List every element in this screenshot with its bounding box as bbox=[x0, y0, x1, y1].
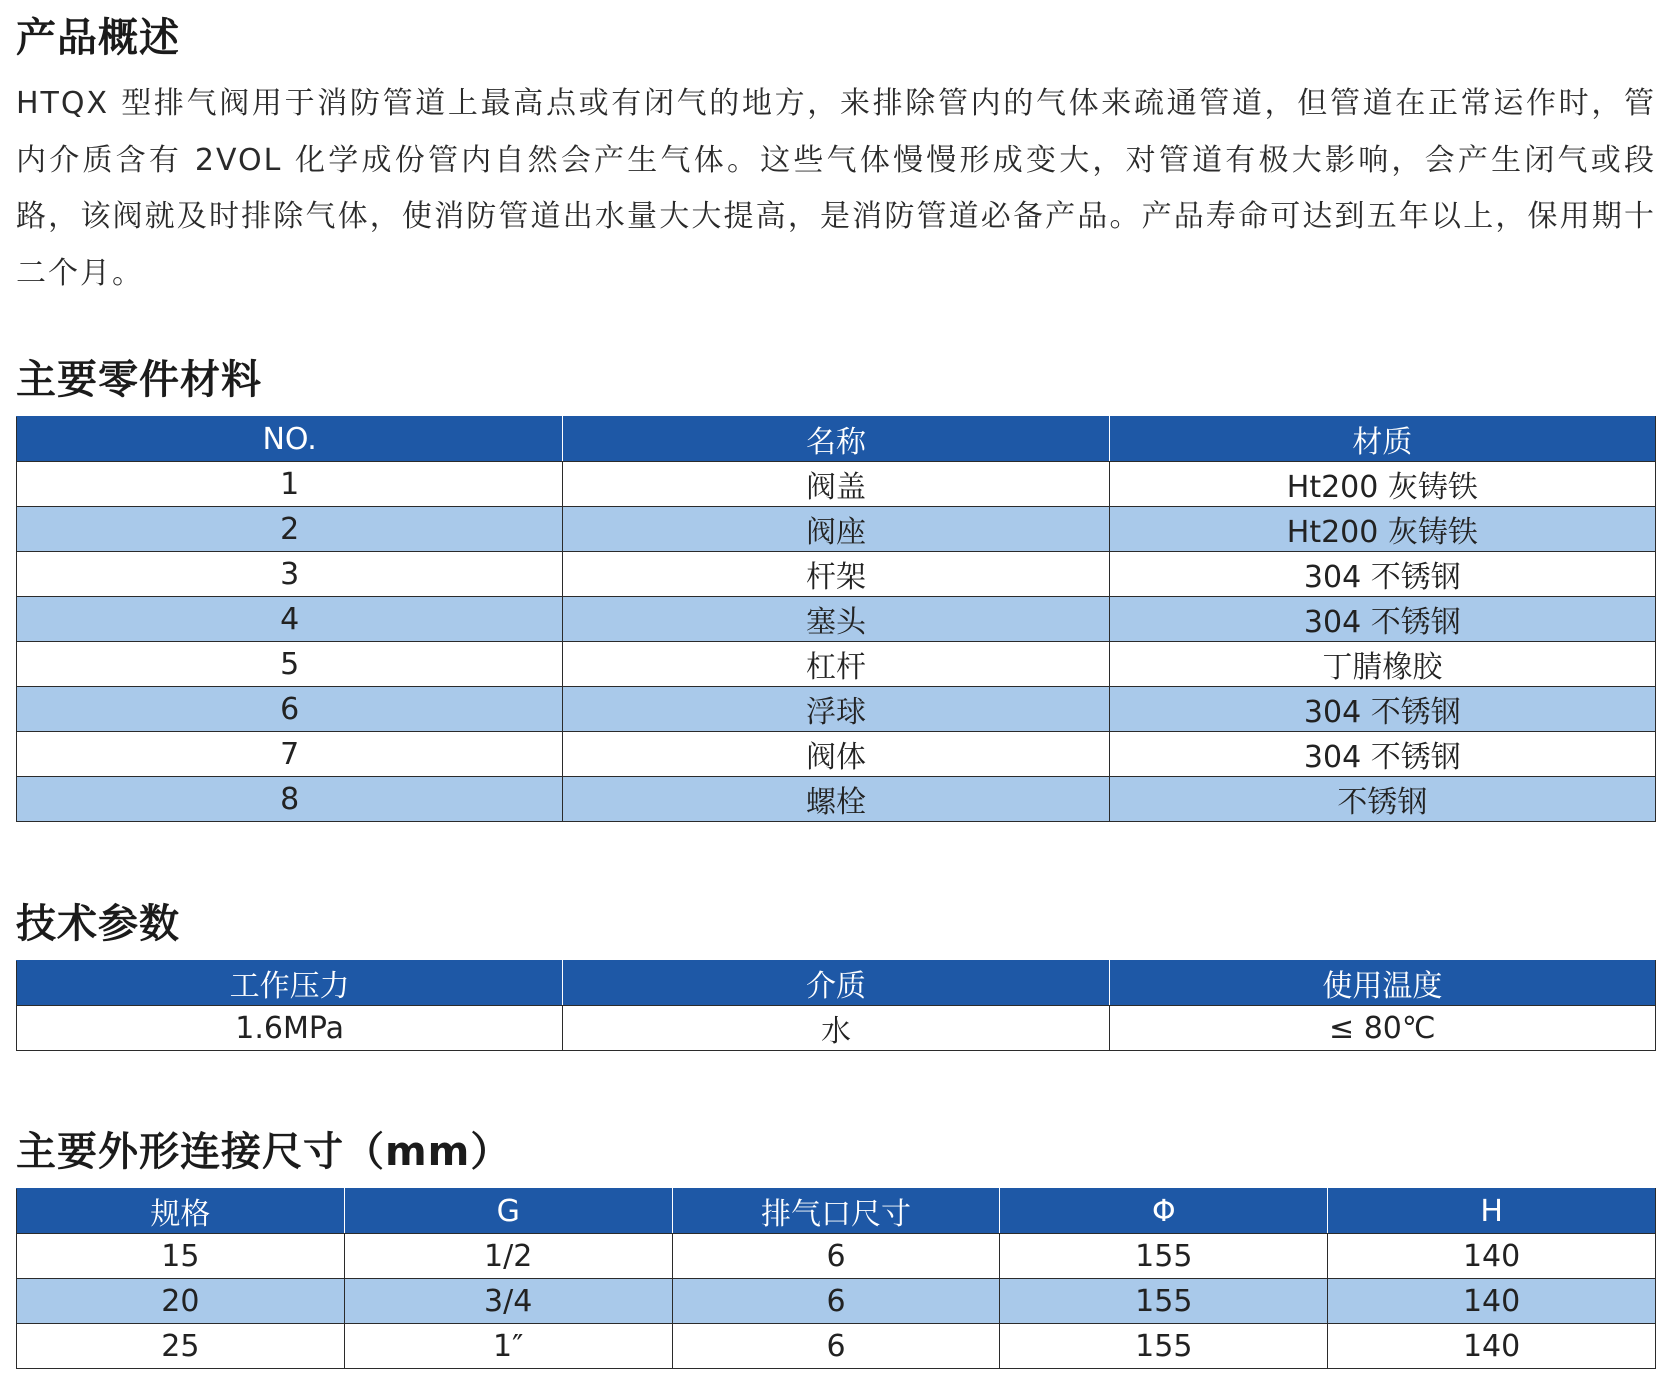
cell-size: 20 bbox=[17, 1279, 345, 1324]
cell-phi: 155 bbox=[1000, 1234, 1328, 1279]
cell-no: 5 bbox=[17, 642, 563, 687]
cell-g: 1/2 bbox=[344, 1234, 672, 1279]
dimensions-table bbox=[16, 1188, 1656, 1369]
table-header-row bbox=[17, 417, 1656, 462]
cell-h: 140 bbox=[1328, 1324, 1656, 1369]
header-cell-pressure: 工作压力 bbox=[17, 961, 563, 1006]
header-cell-size: 规格 bbox=[17, 1189, 345, 1234]
cell-material: Ht200 灰铸铁 bbox=[1109, 462, 1655, 507]
table-row bbox=[17, 1006, 1656, 1051]
cell-no: 1 bbox=[17, 462, 563, 507]
materials-table bbox=[16, 416, 1656, 822]
cell-name: 塞头 bbox=[563, 597, 1109, 642]
cell-name: 阀盖 bbox=[563, 462, 1109, 507]
cell-phi: 155 bbox=[1000, 1324, 1328, 1369]
table-header-row bbox=[17, 1189, 1656, 1234]
tech-params-table bbox=[16, 960, 1656, 1051]
table-row bbox=[17, 462, 1656, 507]
table-row bbox=[17, 1324, 1656, 1369]
cell-material: 丁腈橡胶 bbox=[1109, 642, 1655, 687]
header-cell-outlet: 排气口尺寸 bbox=[672, 1189, 1000, 1234]
header-cell-g: G bbox=[344, 1189, 672, 1234]
cell-material: Ht200 灰铸铁 bbox=[1109, 507, 1655, 552]
table-row bbox=[17, 732, 1656, 777]
cell-g: 1″ bbox=[344, 1324, 672, 1369]
table-row bbox=[17, 507, 1656, 552]
cell-pressure: 1.6MPa bbox=[17, 1006, 563, 1051]
cell-no: 3 bbox=[17, 552, 563, 597]
cell-name: 阀座 bbox=[563, 507, 1109, 552]
section-title-dimensions: 主要外形连接尺寸（mm） bbox=[16, 1129, 512, 1175]
cell-no: 6 bbox=[17, 687, 563, 732]
cell-material: 304 不锈钢 bbox=[1109, 687, 1655, 732]
header-cell-temperature: 使用温度 bbox=[1109, 961, 1655, 1006]
table-row bbox=[17, 1279, 1656, 1324]
cell-temperature: ≤ 80℃ bbox=[1109, 1006, 1655, 1051]
table-row bbox=[17, 1234, 1656, 1279]
table-row bbox=[17, 642, 1656, 687]
cell-material: 304 不锈钢 bbox=[1109, 552, 1655, 597]
cell-material: 304 不锈钢 bbox=[1109, 597, 1655, 642]
cell-no: 7 bbox=[17, 732, 563, 777]
table-row bbox=[17, 687, 1656, 732]
header-cell-phi: Φ bbox=[1000, 1189, 1328, 1234]
cell-outlet: 6 bbox=[672, 1279, 1000, 1324]
cell-name: 螺栓 bbox=[563, 777, 1109, 822]
cell-medium: 水 bbox=[563, 1006, 1109, 1051]
cell-name: 阀体 bbox=[563, 732, 1109, 777]
cell-h: 140 bbox=[1328, 1234, 1656, 1279]
cell-no: 4 bbox=[17, 597, 563, 642]
section-title-overview: 产品概述 bbox=[16, 15, 180, 61]
cell-outlet: 6 bbox=[672, 1234, 1000, 1279]
table-row bbox=[17, 777, 1656, 822]
cell-no: 8 bbox=[17, 777, 563, 822]
cell-outlet: 6 bbox=[672, 1324, 1000, 1369]
cell-name: 杆架 bbox=[563, 552, 1109, 597]
header-cell-no: NO. bbox=[17, 417, 563, 462]
overview-paragraph: HTQX 型排气阀用于消防管道上最高点或有闭气的地方，来排除管内的气体来疏通管道，但管道在正常运作时，管内介质含有 2VOL 化学成份管内自然会产生气体。这些气体慢慢形成变大，对管道有极大影响，会产生闭气或段路，该阀就及时排除气体，使消防管道出水量大大提高，是消防管道必备产品。产品寿命可达到五年以上，保用期十二个月。 bbox=[16, 86, 1656, 291]
table-header-row bbox=[17, 961, 1656, 1006]
cell-g: 3/4 bbox=[344, 1279, 672, 1324]
cell-material: 304 不锈钢 bbox=[1109, 732, 1655, 777]
header-cell-name: 名称 bbox=[563, 417, 1109, 462]
cell-material: 不锈钢 bbox=[1109, 777, 1655, 822]
cell-h: 140 bbox=[1328, 1279, 1656, 1324]
section-title-tech-params: 技术参数 bbox=[16, 901, 180, 947]
cell-name: 杠杆 bbox=[563, 642, 1109, 687]
header-cell-medium: 介质 bbox=[563, 961, 1109, 1006]
cell-size: 15 bbox=[17, 1234, 345, 1279]
table-row bbox=[17, 552, 1656, 597]
cell-name: 浮球 bbox=[563, 687, 1109, 732]
cell-size: 25 bbox=[17, 1324, 345, 1369]
section-title-materials: 主要零件材料 bbox=[16, 357, 262, 403]
header-cell-material: 材质 bbox=[1109, 417, 1655, 462]
header-cell-h: H bbox=[1328, 1189, 1656, 1234]
cell-phi: 155 bbox=[1000, 1279, 1328, 1324]
table-row bbox=[17, 597, 1656, 642]
cell-no: 2 bbox=[17, 507, 563, 552]
